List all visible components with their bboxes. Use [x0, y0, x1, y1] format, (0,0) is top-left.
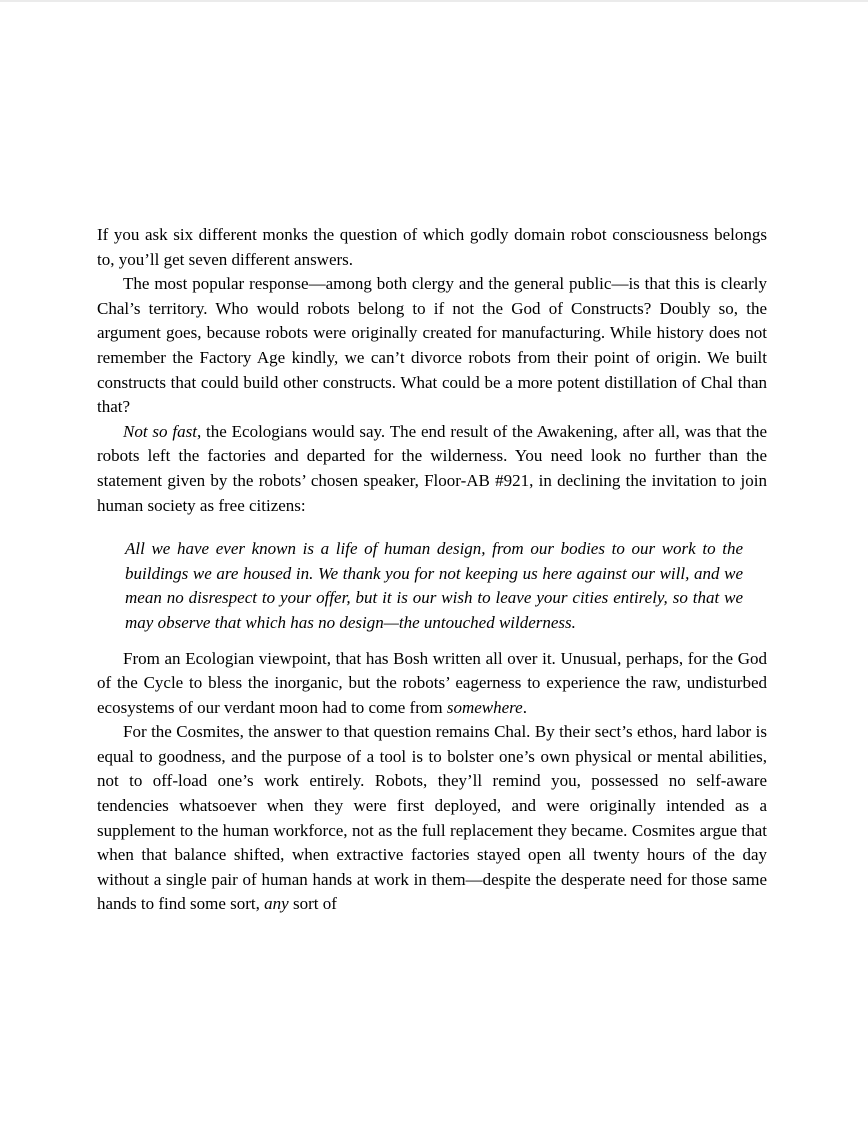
- text-run: If you ask six different monks the question of which godly domain robot consciousness belongs to, you’ll get seven different answers.: [97, 225, 767, 269]
- blockquote: [125, 537, 743, 635]
- italic-text-run: All we have ever known is a life of human design, from our bodies to our work to the buildings we are housed in. We thank you for not keeping us here against our will, and we mean no disrespect to your offer, but it is our wish to leave your cities entirely, so that we may observe that which has no design—the untouched wilderness.: [125, 539, 743, 632]
- paragraph: [97, 420, 767, 518]
- text-run: sort of: [288, 894, 337, 914]
- italic-text-run: Not so fast: [123, 421, 197, 441]
- page-top-edge: [0, 0, 868, 2]
- italic-text-run: any: [264, 894, 289, 914]
- paragraph: [97, 272, 767, 420]
- page-text: [97, 223, 767, 917]
- italic-text-run: somewhere: [446, 697, 523, 717]
- paragraph: [97, 223, 767, 272]
- text-run: For the Cosmites, the answer to that question remains Chal. By their sect’s ethos, hard labor is equal to goodness, and the purpose of a tool is to bolster one’s own physical or mental abilities, not to off-load one’s work entirely. Robots, they’ll remind you, possessed no self-aware tendencies whatsoever when they were first deployed, and were originally intended as a supplement to the human workforce, not as the full replacement they became. Cosmites argue that when that balance shifted, when extractive factories stayed open all twenty hours of the day without a single pair of human hands at work in them—despite the desperate need for those same hands to find some sort,: [97, 722, 767, 914]
- paragraph: [97, 720, 767, 917]
- text-run: , the Ecologians would say. The end result of the Awakening, after all, was that the robots left the factories and departed for the wilderness. You need look no further than the statement given by the robots’ chosen speaker, Floor-AB #921, in declining the invitation to join human society as free citizens:: [97, 421, 767, 515]
- paragraph: [97, 647, 767, 721]
- text-run: From an Ecologian viewpoint, that has Bosh written all over it. Unusual, perhaps, for the God of the Cycle to bless the inorganic, but the robots’ eagerness to experience the raw, undisturbed ecosystems of our verdant moon had to come from: [97, 648, 767, 717]
- text-run: .: [522, 697, 527, 717]
- text-run: The most popular response—among both clergy and the general public—is that this is clearly Chal’s territory. Who would robots belong to if not the God of Constructs? Doubly so, the argument goes, because robots were originally created for manufacturing. While history does not remember the Factory Age kindly, we can’t divorce robots from their point of origin. We built constructs that could build other constructs. What could be a more potent distillation of Chal than that?: [97, 274, 767, 417]
